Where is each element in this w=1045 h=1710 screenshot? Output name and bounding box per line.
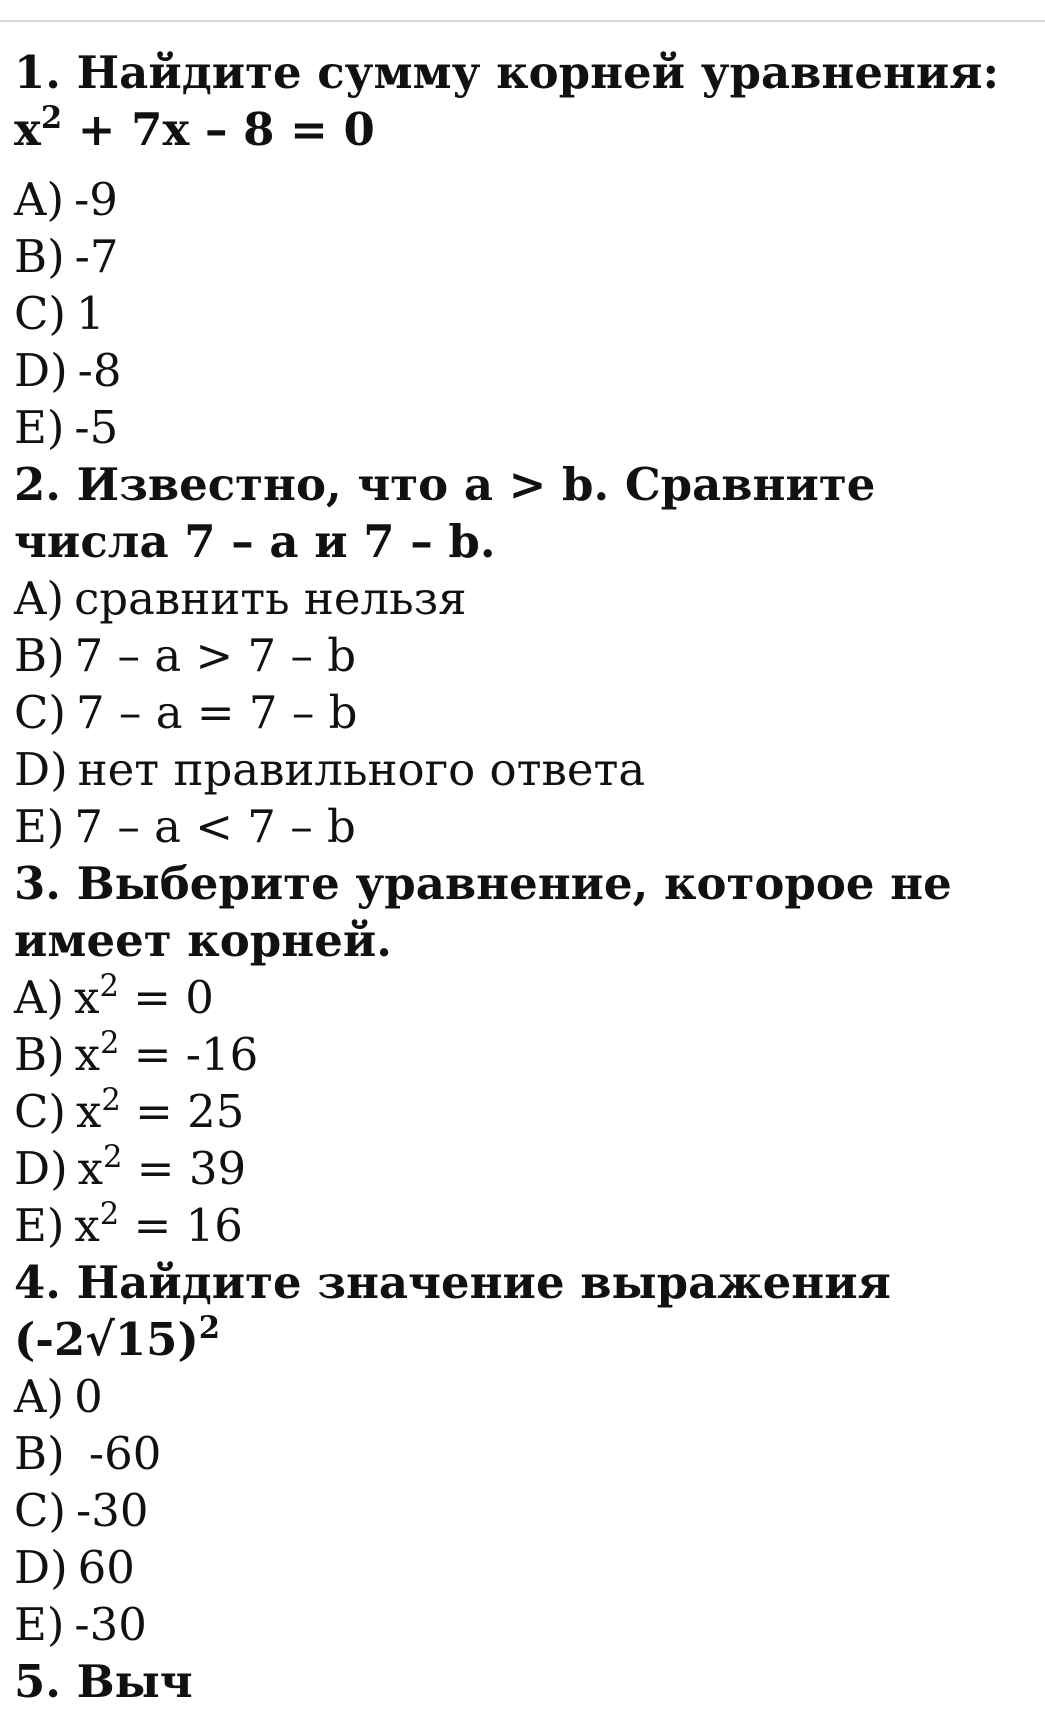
superscript: 2 xyxy=(40,100,63,137)
answer-option-e: E) -5 xyxy=(14,401,119,454)
answer-options xyxy=(14,969,1039,1254)
question-2 xyxy=(14,456,1039,855)
answer-options xyxy=(14,570,1039,855)
answer-option-b: B) -7 xyxy=(14,230,119,283)
answer-option-a: A) -9 xyxy=(14,173,118,226)
superscript: 2 xyxy=(100,1026,120,1062)
worksheet xyxy=(14,44,1039,1710)
answer-option-c: C) -30 xyxy=(14,1484,149,1537)
answer-option-a: A) 0 xyxy=(14,1370,103,1423)
answer-option-b: B) $x^2 = -16$ xyxy=(14,1026,259,1081)
answer-option-b: B) 7 – a > 7 – b xyxy=(14,629,357,682)
answer-option-e: E) $x^2 = 16$ xyxy=(14,1197,243,1252)
question-title: 4. Найдите значение выражения $(-2√15)^2$ xyxy=(14,1256,891,1366)
answer-option-c: C) $x^2 = 25$ xyxy=(14,1083,245,1138)
answer-options xyxy=(14,171,1039,456)
answer-option-d: D) 60 xyxy=(14,1541,135,1594)
answer-option-d: D) $x^2 = 39$ xyxy=(14,1140,247,1195)
top-divider xyxy=(0,20,1045,22)
question-5-title-partial: 5. Выч xyxy=(14,1655,193,1708)
question-title: 3. Выберите уравнение, которое не имеет корней. xyxy=(14,857,952,967)
answer-option-a: A) сравнить нельзя xyxy=(14,572,467,625)
answer-option-c: C) 7 – a = 7 – b xyxy=(14,686,358,739)
superscript: 2 xyxy=(99,969,119,1005)
answer-options xyxy=(14,1368,1039,1653)
question-3 xyxy=(14,855,1039,1254)
answer-option-c: C) 1 xyxy=(14,287,105,340)
answer-option-a: A) $x^2 = 0$ xyxy=(14,969,214,1024)
superscript: 2 xyxy=(101,1083,121,1119)
question-1 xyxy=(14,44,1039,456)
answer-option-b: B) -60 xyxy=(14,1427,162,1480)
question-title: 2. Известно, что a > b. Сравните числа 7 – a и 7 – b. xyxy=(14,458,876,568)
superscript: 2 xyxy=(198,1310,221,1347)
superscript: 2 xyxy=(99,1197,120,1233)
question-4 xyxy=(14,1254,1039,1653)
answer-option-e: E) -30 xyxy=(14,1598,147,1651)
answer-option-d: D) нет правильного ответа xyxy=(14,743,646,796)
answer-option-e: E) 7 – a < 7 – b xyxy=(14,800,356,853)
superscript: 2 xyxy=(103,1140,123,1176)
question-title: 1. Найдите сумму корней уравнения: $x^2 + 7x - 8 = 0$ xyxy=(14,46,1000,156)
answer-option-d: D) -8 xyxy=(14,344,122,397)
